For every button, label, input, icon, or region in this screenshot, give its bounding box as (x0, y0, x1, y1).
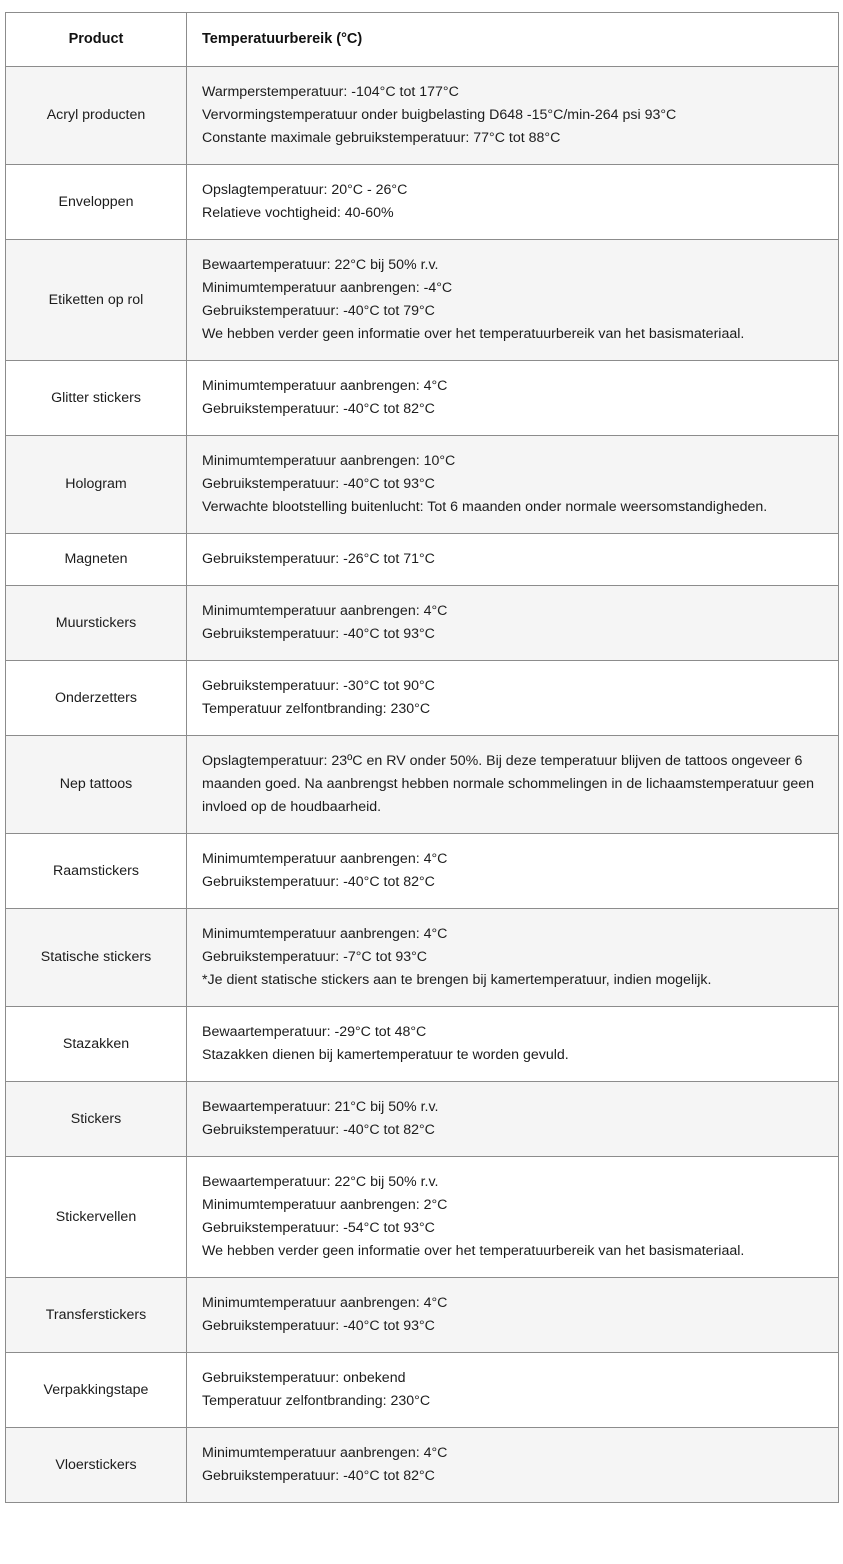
temperature-range-line: Gebruikstemperatuur: -40°C tot 82°C (202, 1468, 435, 1485)
cell-temperature-range (187, 1082, 839, 1157)
cell-product-name: Vloerstickers (6, 1428, 187, 1503)
temperature-range-line: Gebruikstemperatuur: -40°C tot 93°C (202, 1318, 435, 1335)
table-row (6, 1082, 839, 1157)
temperature-range-line: Minimumtemperatuur aanbrengen: 4°C (202, 603, 448, 620)
cell-product-name: Stickervellen (6, 1157, 187, 1278)
temperature-range-line: Minimumtemperatuur aanbrengen: 2°C (202, 1197, 448, 1214)
temperature-range-line: Opslagtemperatuur: 20°C - 26°C (202, 182, 408, 199)
temperature-range-line: Minimumtemperatuur aanbrengen: 4°C (202, 1295, 448, 1312)
cell-temperature-range (187, 736, 839, 834)
temperature-range-line: Minimumtemperatuur aanbrengen: 4°C (202, 378, 448, 395)
cell-product-name: Glitter stickers (6, 361, 187, 436)
cell-product-name: Hologram (6, 436, 187, 534)
temperature-range-line: Constante maximale gebruikstemperatuur: 77°C tot 88°C (202, 130, 561, 147)
column-header-temperature-range: Temperatuurbereik (°C) (187, 13, 839, 67)
table-row (6, 165, 839, 240)
table-row (6, 661, 839, 736)
table-row (6, 1007, 839, 1082)
temperature-range-line: Minimumtemperatuur aanbrengen: 10°C (202, 453, 456, 470)
temperature-range-line: Relatieve vochtigheid: 40-60% (202, 205, 394, 222)
table-row (6, 67, 839, 165)
table-row (6, 834, 839, 909)
cell-product-name: Etiketten op rol (6, 240, 187, 361)
table-row (6, 909, 839, 1007)
temperature-range-line: Bewaartemperatuur: -29°C tot 48°C (202, 1024, 427, 1041)
temperature-range-line: We hebben verder geen informatie over het temperatuurbereik van het basismateriaal. (202, 1243, 745, 1260)
table-row (6, 534, 839, 586)
temperature-range-line: Bewaartemperatuur: 22°C bij 50% r.v. (202, 1174, 439, 1191)
cell-temperature-range (187, 240, 839, 361)
cell-temperature-range (187, 661, 839, 736)
table-header (6, 13, 839, 67)
cell-product-name: Verpakkingstape (6, 1353, 187, 1428)
temperature-range-line: Temperatuur zelfontbranding: 230°C (202, 701, 431, 718)
table-row (6, 1157, 839, 1278)
cell-temperature-range (187, 1353, 839, 1428)
column-header-product: Product (6, 13, 187, 67)
temperature-range-line: We hebben verder geen informatie over het temperatuurbereik van het basismateriaal. (202, 326, 745, 343)
cell-product-name: Statische stickers (6, 909, 187, 1007)
table-header-row (6, 13, 839, 67)
cell-temperature-range (187, 586, 839, 661)
temperature-range-line: Bewaartemperatuur: 22°C bij 50% r.v. (202, 257, 439, 274)
cell-product-name: Nep tattoos (6, 736, 187, 834)
temperature-range-line: Gebruikstemperatuur: -30°C tot 90°C (202, 678, 435, 695)
temperature-range-line: Warmperstemperatuur: -104°C tot 177°C (202, 84, 459, 101)
cell-temperature-range (187, 534, 839, 586)
temperature-range-line: Minimumtemperatuur aanbrengen: 4°C (202, 851, 448, 868)
cell-product-name: Stazakken (6, 1007, 187, 1082)
table-body (6, 67, 839, 1503)
cell-temperature-range (187, 834, 839, 909)
temperature-range-line: Gebruikstemperatuur: -7°C tot 93°C (202, 949, 428, 966)
cell-product-name: Acryl producten (6, 67, 187, 165)
temperature-range-line: Opslagtemperatuur: 23ºC en RV onder 50%. Bij deze temperatuur blijven de tattoos ongeveer 6 maanden goed. Na aanbrengst hebben normale schommelingen in de lichaamstemperatuur geen invloed op de houdbaarheid. (202, 753, 815, 816)
temperature-range-line: Gebruikstemperatuur: onbekend (202, 1370, 406, 1387)
temperature-range-line: Gebruikstemperatuur: -26°C tot 71°C (202, 551, 435, 568)
table-row (6, 1278, 839, 1353)
cell-temperature-range (187, 1007, 839, 1082)
cell-product-name: Raamstickers (6, 834, 187, 909)
table-row (6, 736, 839, 834)
temperature-range-line: Bewaartemperatuur: 21°C bij 50% r.v. (202, 1099, 439, 1116)
table-row (6, 586, 839, 661)
table-row (6, 361, 839, 436)
temperature-range-line: Gebruikstemperatuur: -40°C tot 82°C (202, 874, 435, 891)
temperature-range-line: Gebruikstemperatuur: -40°C tot 79°C (202, 303, 435, 320)
cell-temperature-range (187, 1428, 839, 1503)
cell-temperature-range (187, 1157, 839, 1278)
cell-product-name: Enveloppen (6, 165, 187, 240)
cell-temperature-range (187, 165, 839, 240)
cell-temperature-range (187, 361, 839, 436)
temperature-range-line: Minimumtemperatuur aanbrengen: 4°C (202, 926, 448, 943)
temperature-range-line: Verwachte blootstelling buitenlucht: Tot 6 maanden onder normale weersomstandigheden. (202, 499, 768, 516)
cell-product-name: Magneten (6, 534, 187, 586)
temperature-range-line: Gebruikstemperatuur: -40°C tot 93°C (202, 626, 435, 643)
temperature-range-line: Gebruikstemperatuur: -54°C tot 93°C (202, 1220, 435, 1237)
table-row (6, 240, 839, 361)
table-row (6, 436, 839, 534)
cell-temperature-range (187, 67, 839, 165)
cell-temperature-range (187, 436, 839, 534)
table-row (6, 1428, 839, 1503)
cell-temperature-range (187, 1278, 839, 1353)
temperature-specification-table (5, 12, 839, 1503)
temperature-range-line: Gebruikstemperatuur: -40°C tot 93°C (202, 476, 435, 493)
temperature-range-line: Minimumtemperatuur aanbrengen: 4°C (202, 1445, 448, 1462)
temperature-range-line: *Je dient statische stickers aan te brengen bij kamertemperatuur, indien mogelijk. (202, 972, 712, 989)
table-row (6, 1353, 839, 1428)
cell-product-name: Onderzetters (6, 661, 187, 736)
temperature-range-line: Vervormingstemperatuur onder buigbelasting D648 -15°C/min-264 psi 93°C (202, 107, 677, 124)
temperature-range-line: Stazakken dienen bij kamertemperatuur te worden gevuld. (202, 1047, 569, 1064)
temperature-range-line: Gebruikstemperatuur: -40°C tot 82°C (202, 401, 435, 418)
temperature-range-line: Minimumtemperatuur aanbrengen: -4°C (202, 280, 453, 297)
cell-product-name: Stickers (6, 1082, 187, 1157)
temperature-range-line: Gebruikstemperatuur: -40°C tot 82°C (202, 1122, 435, 1139)
cell-product-name: Transferstickers (6, 1278, 187, 1353)
cell-temperature-range (187, 909, 839, 1007)
temperature-range-line: Temperatuur zelfontbranding: 230°C (202, 1393, 431, 1410)
cell-product-name: Muurstickers (6, 586, 187, 661)
